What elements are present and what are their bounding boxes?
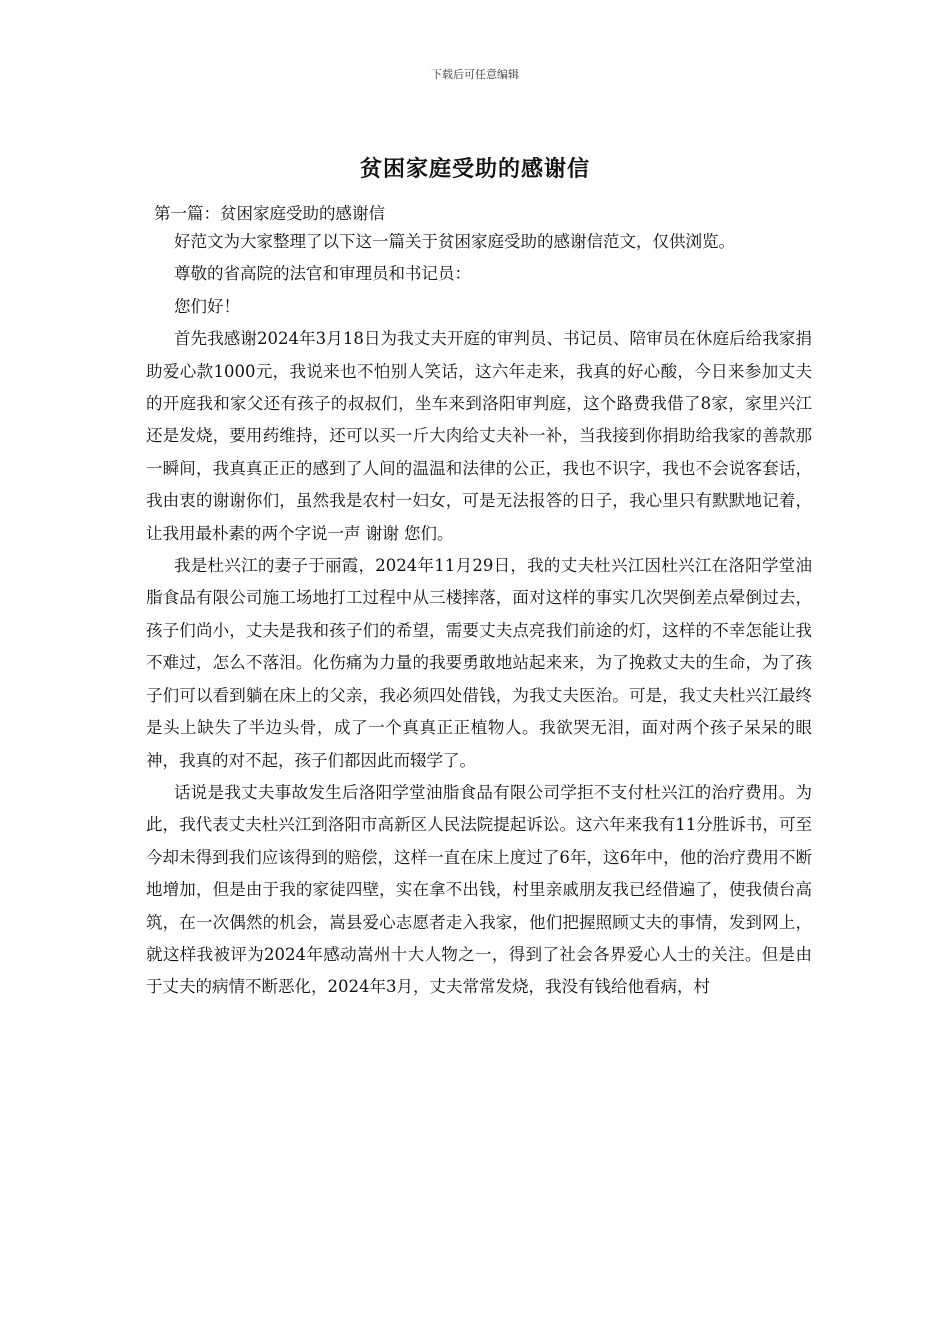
body-paragraph: 我是杜兴江的妻子于丽霞，2024年11月29日，我的丈夫杜兴江因杜兴江在洛阳学堂油脂食品有限公司施工场地打工过程中从三楼摔落，面对这样的事实几次哭倒差点晕倒过去，孩子们尚小，丈夫是我和孩子们的希望，需要丈夫点亮我们前途的灯，这样的不幸怎能让我不难过，怎么不落泪。化伤痛为力量的我要勇敢地站起来来，为了挽救丈夫的生命，为了孩子们可以看到躺在床上的父亲，我必须四处借钱，为我丈夫医治。可是，我丈夫杜兴江最终是头上缺失了半边头骨，成了一个真真正正植物人。我欲哭无泪，面对两个孩子呆呆的眼神，我真的对不起，孩子们都因此而辍学了。 — [146, 556, 812, 770]
body-paragraph: 首先我感谢2024年3月18日为我丈夫开庭的审判员、书记员、陪审员在休庭后给我家捐助爱心款1000元，我说来也不怕别人笑话，这六年走来，我真的好心酸，今日来参加丈夫的开庭我和家父还有孩子的叔叔们，坐车来到洛阳审判庭，这个路费我借了8家，家里兴江还是发烧，要用药维持，还可以买一斤大肉给丈夫补一补，当我接到你捐助给我家的善款那一瞬间，我真真正正的感到了人间的温温和法律的公正，我也不识字，我也不会说客套话，我由衷的谢谢你们，虽然我是农村一妇女，可是无法报答的日子，我心里只有默默地记着，让我用最朴素的两个字说一声 谢谢 您们。 — [146, 329, 812, 543]
intro-paragraph: 好范文为大家整理了以下这一篇关于贫困家庭受助的感谢信范文，仅供浏览。 — [174, 232, 735, 251]
salutation: 尊敬的省高院的法官和审理员和书记员： — [174, 264, 471, 284]
document-title: 贫困家庭受助的感谢信 — [359, 156, 590, 182]
greeting: 您们好！ — [174, 296, 240, 316]
header-note: 下载后可任意编辑 — [431, 68, 519, 81]
section-heading: 第一篇：贫困家庭受助的感谢信 — [154, 204, 385, 223]
body-paragraph: 话说是我丈夫事故发生后洛阳学堂油脂食品有限公司学拒不支付杜兴江的治疗费用。为此，我代表丈夫杜兴江到洛阳市高新区人民法院提起诉讼。这六年来我有11分胜诉书，可至今却未得到我们应该得到的赔偿，这样一直在床上度过了6年，这6年中，他的治疗费用不断地增加，但是由于我的家徒四壁，实在拿不出钱，村里亲戚朋友我已经借遍了，使我债台高筑，在一次偶然的机会，嵩县爱心志愿者走入我家，他们把握照顾丈夫的事情，发到网上，就这样我被评为2024年感动嵩州十大人物之一，得到了社会各界爱心人士的关注。但是由于丈夫的病情不断恶化，2024年3月，丈夫常常发烧，我没有钱给他看病，村 — [146, 782, 812, 997]
document-body — [146, 226, 812, 1004]
